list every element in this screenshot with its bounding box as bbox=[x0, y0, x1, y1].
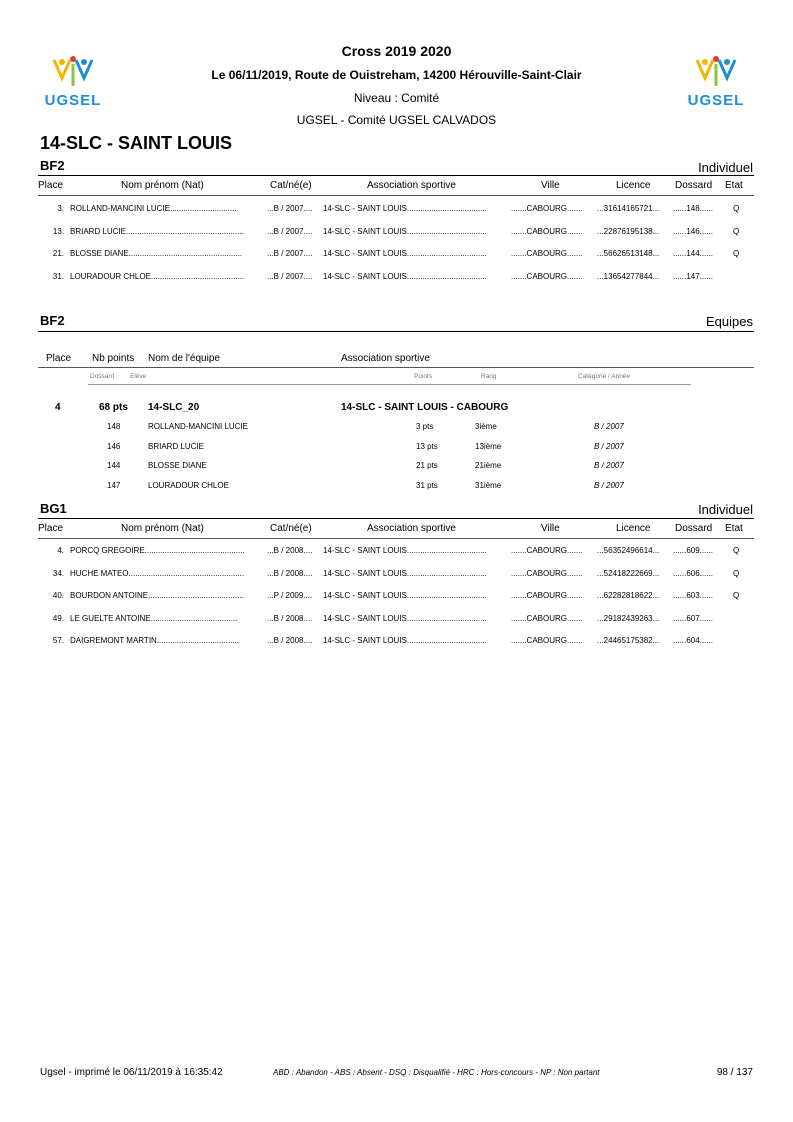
member-dossard: 146 bbox=[107, 441, 121, 451]
member-dossard: 144 bbox=[107, 461, 121, 471]
table-row bbox=[0, 569, 793, 583]
cell-nom: LE GUELTE ANTOINE....................................... bbox=[70, 613, 238, 623]
cell-dossard: ......144...... bbox=[673, 249, 714, 258]
section-rule bbox=[38, 331, 754, 332]
event-committee: UGSEL - Comité UGSEL CALVADOS bbox=[296, 113, 497, 127]
cell-place: 31. bbox=[52, 271, 64, 281]
member-categorie: B / 2007 bbox=[594, 481, 624, 491]
cell-assoc: 14-SLC - SAINT LOUIS.................................... bbox=[323, 271, 487, 281]
cell-ville: .......CABOURG....... bbox=[511, 271, 583, 281]
table-row bbox=[0, 591, 793, 605]
cell-assoc: 14-SLC - SAINT LOUIS.................................... bbox=[323, 568, 487, 578]
cell-licence: ...24465175382... bbox=[597, 636, 660, 645]
cell-etat: Q bbox=[733, 568, 740, 578]
cell-etat: Q bbox=[733, 249, 740, 258]
cell-ville: .......CABOURG....... bbox=[511, 249, 583, 258]
cell-licence: ...22876195138... bbox=[597, 226, 660, 236]
cell-ville: .......CABOURG....... bbox=[511, 226, 583, 236]
team-col-place: Place bbox=[46, 353, 72, 364]
cell-nom: LOURADOUR CHLOE.......................................... bbox=[70, 271, 245, 281]
cell-dossard: ......607...... bbox=[673, 613, 714, 623]
col-assoc: Association sportive bbox=[367, 180, 456, 191]
col-dossard: Dossard bbox=[675, 523, 713, 534]
cell-nom: DAIGREMONT MARTIN..................................... bbox=[70, 636, 240, 645]
col-place: Place bbox=[38, 523, 64, 534]
cell-dossard: ......147...... bbox=[673, 271, 714, 281]
team-col-name: Nom de l'équipe bbox=[148, 353, 220, 364]
col-licence: Licence bbox=[616, 523, 651, 534]
cell-assoc: 14-SLC - SAINT LOUIS.................................... bbox=[323, 613, 487, 623]
cell-licence: ...29182439263... bbox=[597, 613, 660, 623]
footer-legend: ABD : Abandon - ABS : Absent - DSQ : Disqualifié - HRC : Hors-concours - NP : Non partant bbox=[273, 1068, 600, 1077]
table-row bbox=[0, 636, 793, 650]
cell-nom: HUCHE MATEO.................................................... bbox=[70, 568, 245, 578]
cell-assoc: 14-SLC - SAINT LOUIS.................................... bbox=[323, 204, 487, 213]
section-title: BG1 bbox=[40, 501, 67, 516]
cell-place: 3. bbox=[57, 204, 64, 213]
cell-place: 13. bbox=[52, 226, 64, 236]
cell-cat: ...B / 2007.... bbox=[267, 249, 313, 258]
col-ville: Ville bbox=[541, 180, 560, 191]
cell-cat: ...P / 2009.... bbox=[267, 591, 313, 600]
sub-col-categorie: Catégorie / Année bbox=[578, 373, 631, 380]
team-name: 14-SLC_20 bbox=[148, 402, 200, 413]
col-cat: Cat/né(e) bbox=[270, 523, 312, 534]
cell-licence: ...62282818622... bbox=[597, 591, 660, 600]
cell-assoc: 14-SLC - SAINT LOUIS.................................... bbox=[323, 226, 487, 236]
section-mode: Individuel bbox=[698, 502, 753, 517]
table-row bbox=[0, 204, 793, 218]
section-title: BF2 bbox=[40, 313, 65, 328]
header-rule bbox=[38, 538, 754, 539]
sub-col-dossard: Dossard bbox=[90, 373, 115, 380]
footer-printed: Ugsel - imprimé le 06/11/2019 à 16:35:42 bbox=[40, 1067, 223, 1078]
cell-cat: ...B / 2008.... bbox=[267, 546, 313, 555]
cell-nom: BRIARD LUCIE..................................................... bbox=[70, 226, 244, 236]
team-col-points: Nb points bbox=[92, 353, 135, 364]
sub-col-eleve: Elève bbox=[130, 373, 147, 380]
team-col-assoc: Association sportive bbox=[341, 353, 430, 364]
cell-ville: .......CABOURG....... bbox=[511, 568, 583, 578]
cell-cat: ...B / 2007.... bbox=[267, 226, 313, 236]
table-row bbox=[0, 272, 793, 286]
member-categorie: B / 2007 bbox=[594, 461, 624, 471]
col-assoc: Association sportive bbox=[367, 523, 456, 534]
table-row bbox=[0, 614, 793, 628]
cell-ville: .......CABOURG....... bbox=[511, 204, 583, 213]
cell-cat: ...B / 2008.... bbox=[267, 568, 313, 578]
member-eleve: BRIARD LUCIE bbox=[148, 441, 205, 451]
member-eleve: BLOSSE DIANE bbox=[148, 461, 207, 471]
cell-assoc: 14-SLC - SAINT LOUIS.................................... bbox=[323, 636, 487, 645]
col-licence: Licence bbox=[616, 180, 651, 191]
sub-col-points: Points bbox=[414, 373, 433, 380]
cell-etat: Q bbox=[733, 204, 740, 213]
member-rang: 31ième bbox=[475, 481, 502, 491]
event-title: Cross 2019 2020 bbox=[341, 43, 452, 59]
col-place: Place bbox=[38, 180, 64, 191]
cell-dossard: ......604...... bbox=[673, 636, 714, 645]
event-level: Niveau : Comité bbox=[353, 91, 440, 105]
member-points: 13 pts bbox=[416, 441, 438, 451]
member-categorie: B / 2007 bbox=[594, 422, 624, 431]
cell-ville: .......CABOURG....... bbox=[511, 546, 583, 555]
member-dossard: 147 bbox=[107, 481, 121, 491]
cell-licence: ...52418222669... bbox=[597, 568, 660, 578]
cell-nom: PORCQ GREGOIRE............................................. bbox=[70, 546, 245, 555]
logo-text: UGSEL bbox=[687, 92, 745, 109]
cell-licence: ...56352496614... bbox=[597, 546, 660, 555]
member-dossard: 148 bbox=[107, 422, 121, 431]
footer-page: 98 / 137 bbox=[716, 1067, 753, 1078]
member-rang: 3ième bbox=[475, 422, 497, 431]
cell-dossard: ......603...... bbox=[673, 591, 714, 600]
section-mode: Individuel bbox=[698, 160, 753, 175]
cell-place: 40. bbox=[52, 591, 64, 600]
col-cat: Cat/né(e) bbox=[270, 180, 312, 191]
cell-ville: .......CABOURG....... bbox=[511, 613, 583, 623]
member-categorie: B / 2007 bbox=[594, 441, 624, 451]
team-points: 68 pts bbox=[99, 402, 128, 413]
col-dossard: Dossard bbox=[675, 180, 713, 191]
cell-dossard: ......148...... bbox=[673, 204, 714, 213]
member-points: 31 pts bbox=[416, 481, 438, 491]
cell-cat: ...B / 2007.... bbox=[267, 271, 313, 281]
col-etat: Etat bbox=[725, 523, 743, 534]
member-rang: 21ième bbox=[475, 461, 502, 471]
cell-licence: ...13654277844... bbox=[597, 271, 660, 281]
cell-ville: .......CABOURG....... bbox=[511, 591, 583, 600]
table-row bbox=[0, 227, 793, 241]
cell-etat: Q bbox=[733, 226, 740, 236]
team-place: 4 bbox=[55, 402, 61, 413]
table-row bbox=[0, 546, 793, 560]
cell-place: 4. bbox=[57, 546, 64, 555]
member-eleve: ROLLAND-MANCINI LUCIE bbox=[148, 422, 249, 431]
team-assoc: 14-SLC - SAINT LOUIS - CABOURG bbox=[341, 402, 509, 413]
cell-etat: Q bbox=[733, 546, 740, 555]
event-subtitle: Le 06/11/2019, Route de Ouistreham, 14200 Hérouville-Saint-Clair bbox=[211, 68, 582, 82]
section-rule bbox=[38, 518, 754, 519]
member-points: 3 pts bbox=[416, 422, 434, 431]
cell-cat: ...B / 2008.... bbox=[267, 613, 313, 623]
col-ville: Ville bbox=[541, 523, 560, 534]
cell-place: 57. bbox=[52, 636, 64, 645]
col-name: Nom prénom (Nat) bbox=[121, 180, 204, 191]
cell-cat: ...B / 2007.... bbox=[267, 204, 313, 213]
cell-place: 21. bbox=[52, 249, 64, 258]
cell-dossard: ......609...... bbox=[673, 546, 714, 555]
cell-ville: .......CABOURG....... bbox=[511, 636, 583, 645]
table-row bbox=[0, 249, 793, 263]
cell-cat: ...B / 2008.... bbox=[267, 636, 313, 645]
cell-dossard: ......606...... bbox=[673, 568, 714, 578]
member-points: 21 pts bbox=[416, 461, 438, 471]
cell-licence: ...31614165721... bbox=[597, 204, 660, 213]
cell-dossard: ......146...... bbox=[673, 226, 714, 236]
col-name: Nom prénom (Nat) bbox=[121, 523, 204, 534]
cell-nom: BLOSSE DIANE................................................... bbox=[70, 249, 243, 258]
team-header-rule bbox=[38, 367, 754, 368]
section-title: BF2 bbox=[40, 158, 65, 173]
club-title: 14-SLC - SAINT LOUIS bbox=[40, 133, 233, 153]
cell-assoc: 14-SLC - SAINT LOUIS.................................... bbox=[323, 546, 487, 555]
cell-licence: ...56626513148... bbox=[597, 249, 660, 258]
section-rule bbox=[38, 175, 754, 176]
logo-text: UGSEL bbox=[44, 92, 102, 109]
cell-nom: ROLLAND-MANCINI LUCIE.............................. bbox=[70, 204, 237, 213]
member-rang: 13ième bbox=[475, 441, 502, 451]
sub-col-rang: Rang bbox=[481, 373, 497, 380]
section-mode: Equipes bbox=[706, 314, 753, 329]
header-rule bbox=[38, 195, 754, 196]
cell-assoc: 14-SLC - SAINT LOUIS.................................... bbox=[323, 249, 487, 258]
member-eleve: LOURADOUR CHLOE bbox=[148, 481, 229, 491]
cell-etat: Q bbox=[733, 591, 740, 600]
cell-place: 34. bbox=[52, 568, 64, 578]
cell-assoc: 14-SLC - SAINT LOUIS.................................... bbox=[323, 591, 487, 600]
cell-nom: BOURDON ANTOINE........................................... bbox=[70, 591, 244, 600]
team-subheader-rule bbox=[88, 384, 691, 385]
cell-place: 49. bbox=[52, 613, 64, 623]
col-etat: Etat bbox=[725, 180, 743, 191]
